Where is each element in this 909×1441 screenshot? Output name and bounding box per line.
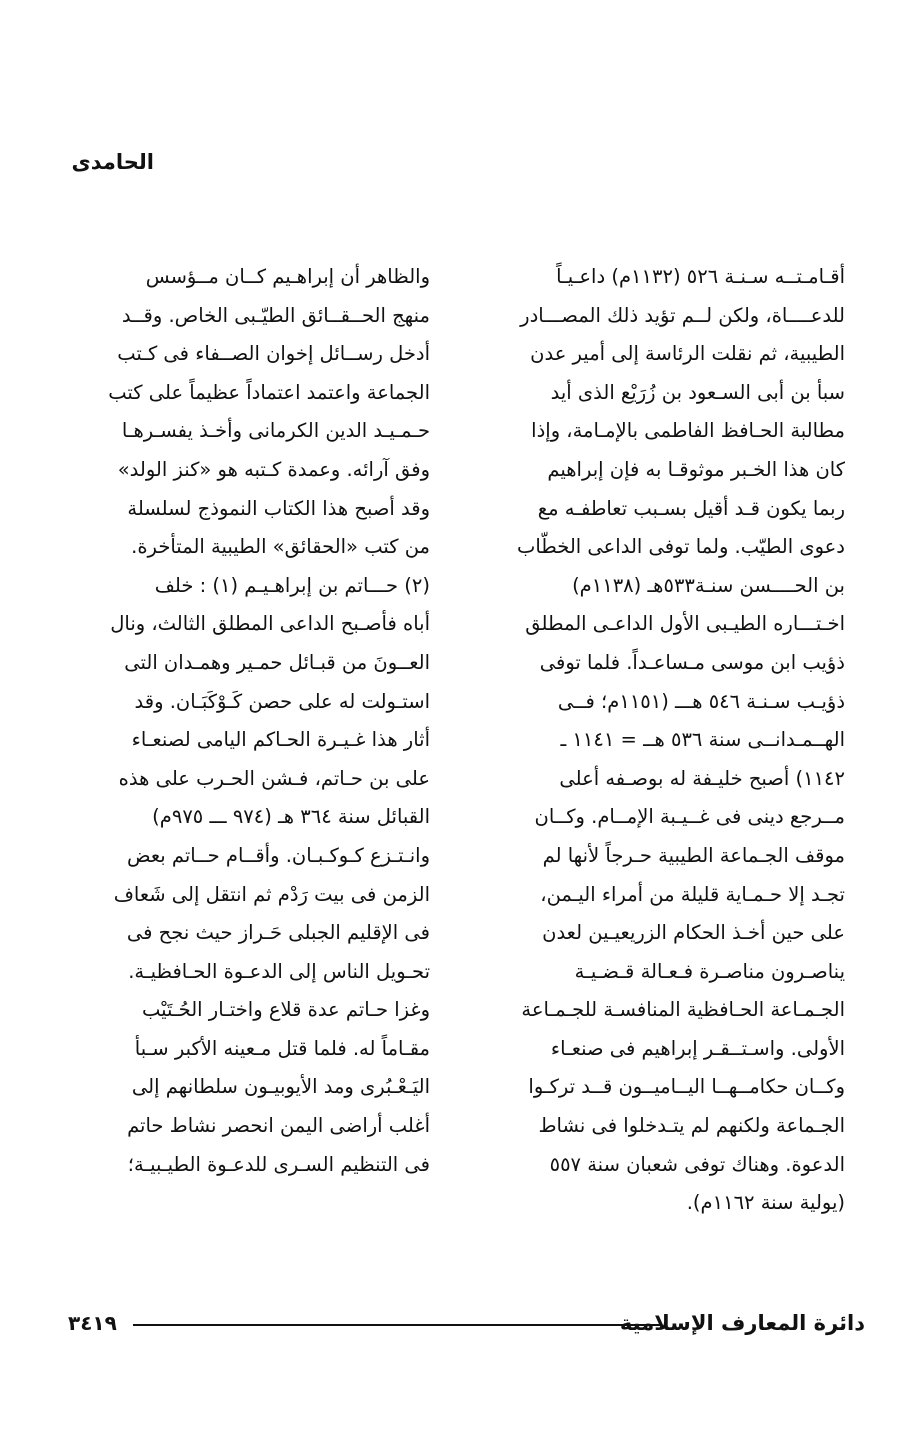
text-column-right — [480, 258, 845, 1223]
text-line: الجـماعة ولكنهم لم يتـدخلوا فى نشاط — [538, 1114, 845, 1138]
page-number: ٣٤١٩ — [68, 1311, 117, 1335]
text-line: أثار هذا غـيـرة الحـاكم اليامى لصنعـاء — [131, 728, 430, 752]
text-line: كان هذا الخـبر موثوقـا به فإن إبراهيم — [547, 457, 845, 481]
running-header: الحامدى — [71, 150, 154, 174]
text-line: اخـتـــاره الطيـبى الأول الداعـى المطلق — [525, 612, 845, 636]
text-line: منهج الحــقــائق الطيّـبى الخاص. وقــد — [121, 303, 430, 327]
text-line: يناصـرون مناصـرة فـعـالة قـضـيـة — [574, 959, 845, 983]
text-line: الزمن فى بيت رَدْم ثم انتقل إلى شَعاف — [113, 882, 430, 906]
text-line: القبائل سنة ٣٦٤ هـ (٩٧٤ ـــ ٩٧٥م) — [152, 805, 430, 829]
text-line: استـولت له على حصن كَـوْكَبَـان. وقد — [134, 689, 430, 713]
text-line: حـمـيـد الدين الكرمانى وأخـذ يفسـرهـا — [121, 419, 430, 443]
text-line: ربما يكون قـد أقيل بسـبب تعاطفـه مع — [537, 496, 845, 520]
text-line: أدخل رســائل إخوان الصــفاء فى كـتب — [117, 342, 430, 366]
text-line: ١١٤٢) أصبح خليـفة له بوصـفه أعلى — [559, 766, 845, 790]
text-line: مطالبة الحـافظ الفاطمى بالإمـامة، وإذا — [531, 419, 845, 443]
text-line: موقف الجـماعة الطيبية حـرجاً لأنها لم — [542, 843, 845, 867]
text-line: من كتب «الحقائق» الطيبية المتأخرة. — [131, 535, 430, 559]
page-footer — [68, 1311, 865, 1341]
text-line: فى التنظيم السـرى للدعـوة الطيـبيـة؛ — [127, 1152, 430, 1176]
text-line: للدعــــاة، ولكن لــم تؤيد ذلك المصـــادر — [520, 303, 845, 327]
footer-title: دائرة المعارف الإسلامية — [619, 1311, 865, 1335]
text-line: الأولى. واسـتــقـر إبراهيم فى صنعـاء — [550, 1036, 845, 1060]
text-column-left — [65, 258, 430, 1184]
text-line: وفق آرائه. وعمدة كـتبه هو «كنز الولد» — [117, 457, 430, 481]
text-line: على بن حـاتم، فـشن الحـرب على هذه — [118, 766, 430, 790]
text-line: تجـد إلا حـمـاية قليلة من أمراء اليـمن، — [540, 882, 845, 906]
text-line: بن الحــــسن سنـة٥٣٣هـ (١١٣٨م) — [572, 573, 845, 597]
text-line: دعوى الطيّب. ولما توفى الداعى الخطّاب — [516, 535, 845, 559]
text-line: الجماعة واعتمد اعتماداً عظيماً على كتب — [108, 380, 430, 404]
text-line: الهــمـدانــى سنة ٥٣٦ هــ = ١١٤١ ـ — [560, 728, 845, 752]
text-line: الدعوة. وهناك توفى شعبان سنة ٥٥٧ — [549, 1152, 845, 1176]
text-line: ذؤيب ابن موسى مـساعـداً. فلما توفى — [539, 650, 845, 674]
text-line: العــونَ من قبـائل حمـير وهمـدان التى — [124, 650, 430, 674]
footer-rule — [133, 1324, 661, 1326]
text-line: والظاهر أن إبراهـيم كــان مــؤسس — [145, 265, 430, 288]
text-line: وانـتـزع كـوكـبـان. وأقــام حــاتم بعض — [126, 843, 430, 867]
text-line: تحـويل الناس إلى الدعـوة الحـافظيـة. — [128, 959, 430, 983]
text-line: (يولية سنة ١١٦٢م). — [686, 1191, 845, 1215]
text-line: أباه فأصـبح الداعى المطلق الثالث، ونال — [110, 612, 430, 636]
text-line: وغزا حـاتم عدة قلاع واختـار الحُـتَيْب — [142, 998, 430, 1022]
text-line: وقد أصبح هذا الكتاب النموذج لسلسلة — [127, 496, 430, 520]
text-line: الطيبية، ثم نقلت الرئاسة إلى أمير عدن — [530, 342, 845, 366]
text-line: فى الإقليم الجبلى حَـراز حيث نجح فى — [126, 921, 430, 945]
text-line: اليَـعْـبُرى ومد الأيوبيـون سلطانهم إلى — [131, 1075, 430, 1099]
text-line: على حين أخـذ الحكام الزريعيـين لعدن — [542, 921, 845, 945]
text-line: مقـاماً له. فلما قتل مـعينه الأكبر سـبأ — [134, 1036, 430, 1060]
text-line: أقـامـتــه سـنـة ٥٢٦ (١١٣٢م) داعـيـاً — [556, 265, 845, 288]
text-line: ذؤيـب سـنـة ٥٤٦ هـــ (١١٥١م؛ فــى — [557, 689, 845, 713]
text-line: سبأ بن أبى السـعود بن زُرَيْع الذى أيد — [550, 380, 845, 404]
text-line: أغلب أراضى اليمن انحصر نشاط حاتم — [127, 1114, 430, 1138]
text-line: الجـمـاعة الحـافظية المنافسـة للجـمـاعة — [521, 998, 845, 1022]
section-heading-line: (٢) حـــاتم بن إبراهـيـم (١) : خلف — [154, 573, 430, 597]
text-line: مــرجع دينى فى غــيـبة الإمــام. وكــان — [534, 805, 845, 829]
text-line: وكــان حكامــهــا اليــاميــون قــد تركـوا — [528, 1075, 845, 1099]
